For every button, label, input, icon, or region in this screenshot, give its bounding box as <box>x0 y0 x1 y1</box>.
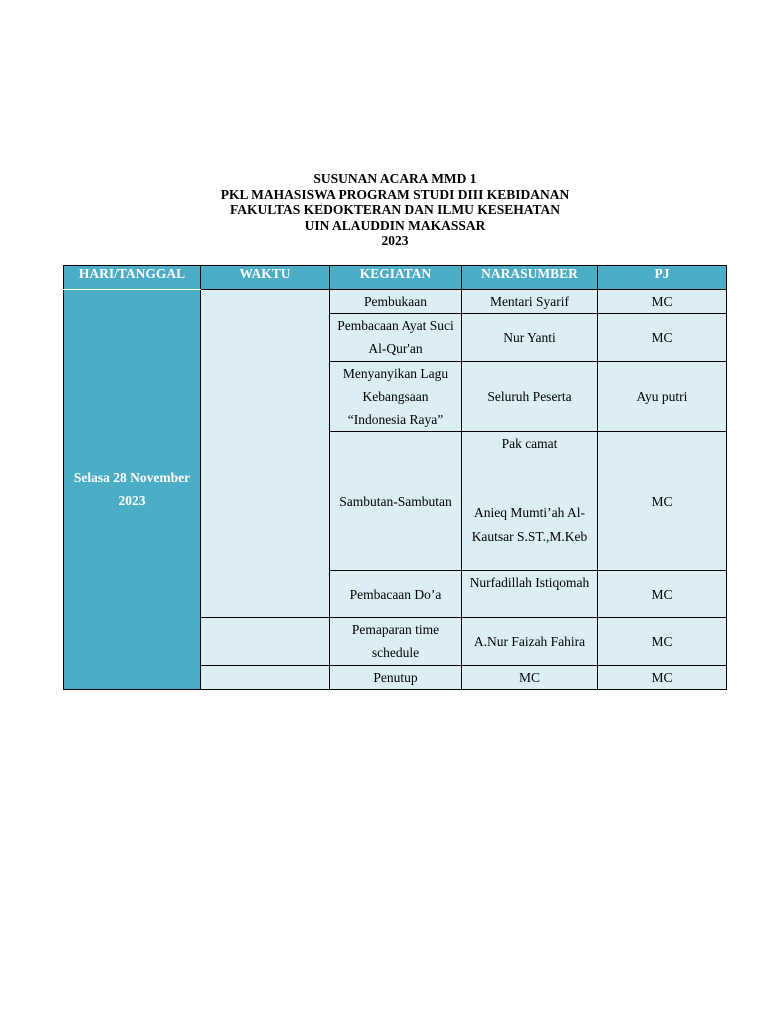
title-line-4: UIN ALAUDDIN MAKASSAR <box>304 217 486 233</box>
narasumber-cell: Nur Yanti <box>462 314 598 361</box>
kegiatan-cell: Sambutan-Sambutan <box>330 432 462 571</box>
kegiatan-cell: Penutup <box>330 665 462 689</box>
header-narasumber: NARASUMBER <box>462 266 598 290</box>
narasumber-cell: Seluruh Peserta <box>462 361 598 432</box>
pj-cell: MC <box>598 432 727 571</box>
header-pj: PJ <box>598 266 727 290</box>
header-kegiatan: KEGIATAN <box>330 266 462 290</box>
pj-cell: MC <box>598 665 727 689</box>
title-line-5: 2023 <box>381 233 409 248</box>
pj-cell: MC <box>598 618 727 665</box>
table-row <box>64 290 727 314</box>
waktu-cell <box>201 665 330 689</box>
kegiatan-cell: Pembacaan Ayat Suci Al-Qur'an <box>330 314 462 361</box>
pj-cell: MC <box>598 314 727 361</box>
narasumber-cell: Mentari Syarif <box>462 290 598 314</box>
kegiatan-cell: Pembukaan <box>330 290 462 314</box>
table-header-row <box>64 266 727 290</box>
kegiatan-cell: Menyanyikan Lagu Kebangsaan “Indonesia Raya” <box>330 361 462 432</box>
narasumber-cell: Nurfadillah Istiqomah <box>462 571 598 618</box>
document-title <box>0 171 768 249</box>
kegiatan-cell: Pemaparan time schedule <box>330 618 462 665</box>
title-line-2: PKL MAHASISWA PROGRAM STUDI DIII KEBIDANAN <box>220 186 570 202</box>
title-line-1: SUSUNAN ACARA MMD 1 <box>313 171 477 186</box>
date-cell: Selasa 28 November 2023 <box>64 290 201 690</box>
narasumber-line-1: Pak camat <box>501 436 558 452</box>
pj-cell: MC <box>598 571 727 618</box>
narasumber-cell: A.Nur Faizah Fahira <box>462 618 598 665</box>
pj-cell: Ayu putri <box>598 361 727 432</box>
title-line-3: FAKULTAS KEDOKTERAN DAN ILMU KESEHATAN <box>229 202 561 217</box>
narasumber-cell: MC <box>462 665 598 689</box>
pj-cell: MC <box>598 290 727 314</box>
header-waktu: WAKTU <box>201 266 330 290</box>
header-hari-tanggal: HARI/TANGGAL <box>64 266 201 290</box>
narasumber-line-2: Anieq Mumti’ah Al-Kautsar S.ST.,M.Keb <box>471 505 588 544</box>
narasumber-cell <box>462 432 598 571</box>
waktu-cell <box>201 618 330 665</box>
schedule-table <box>63 265 727 690</box>
kegiatan-cell: Pembacaan Do’a <box>330 571 462 618</box>
waktu-cell <box>201 290 330 618</box>
